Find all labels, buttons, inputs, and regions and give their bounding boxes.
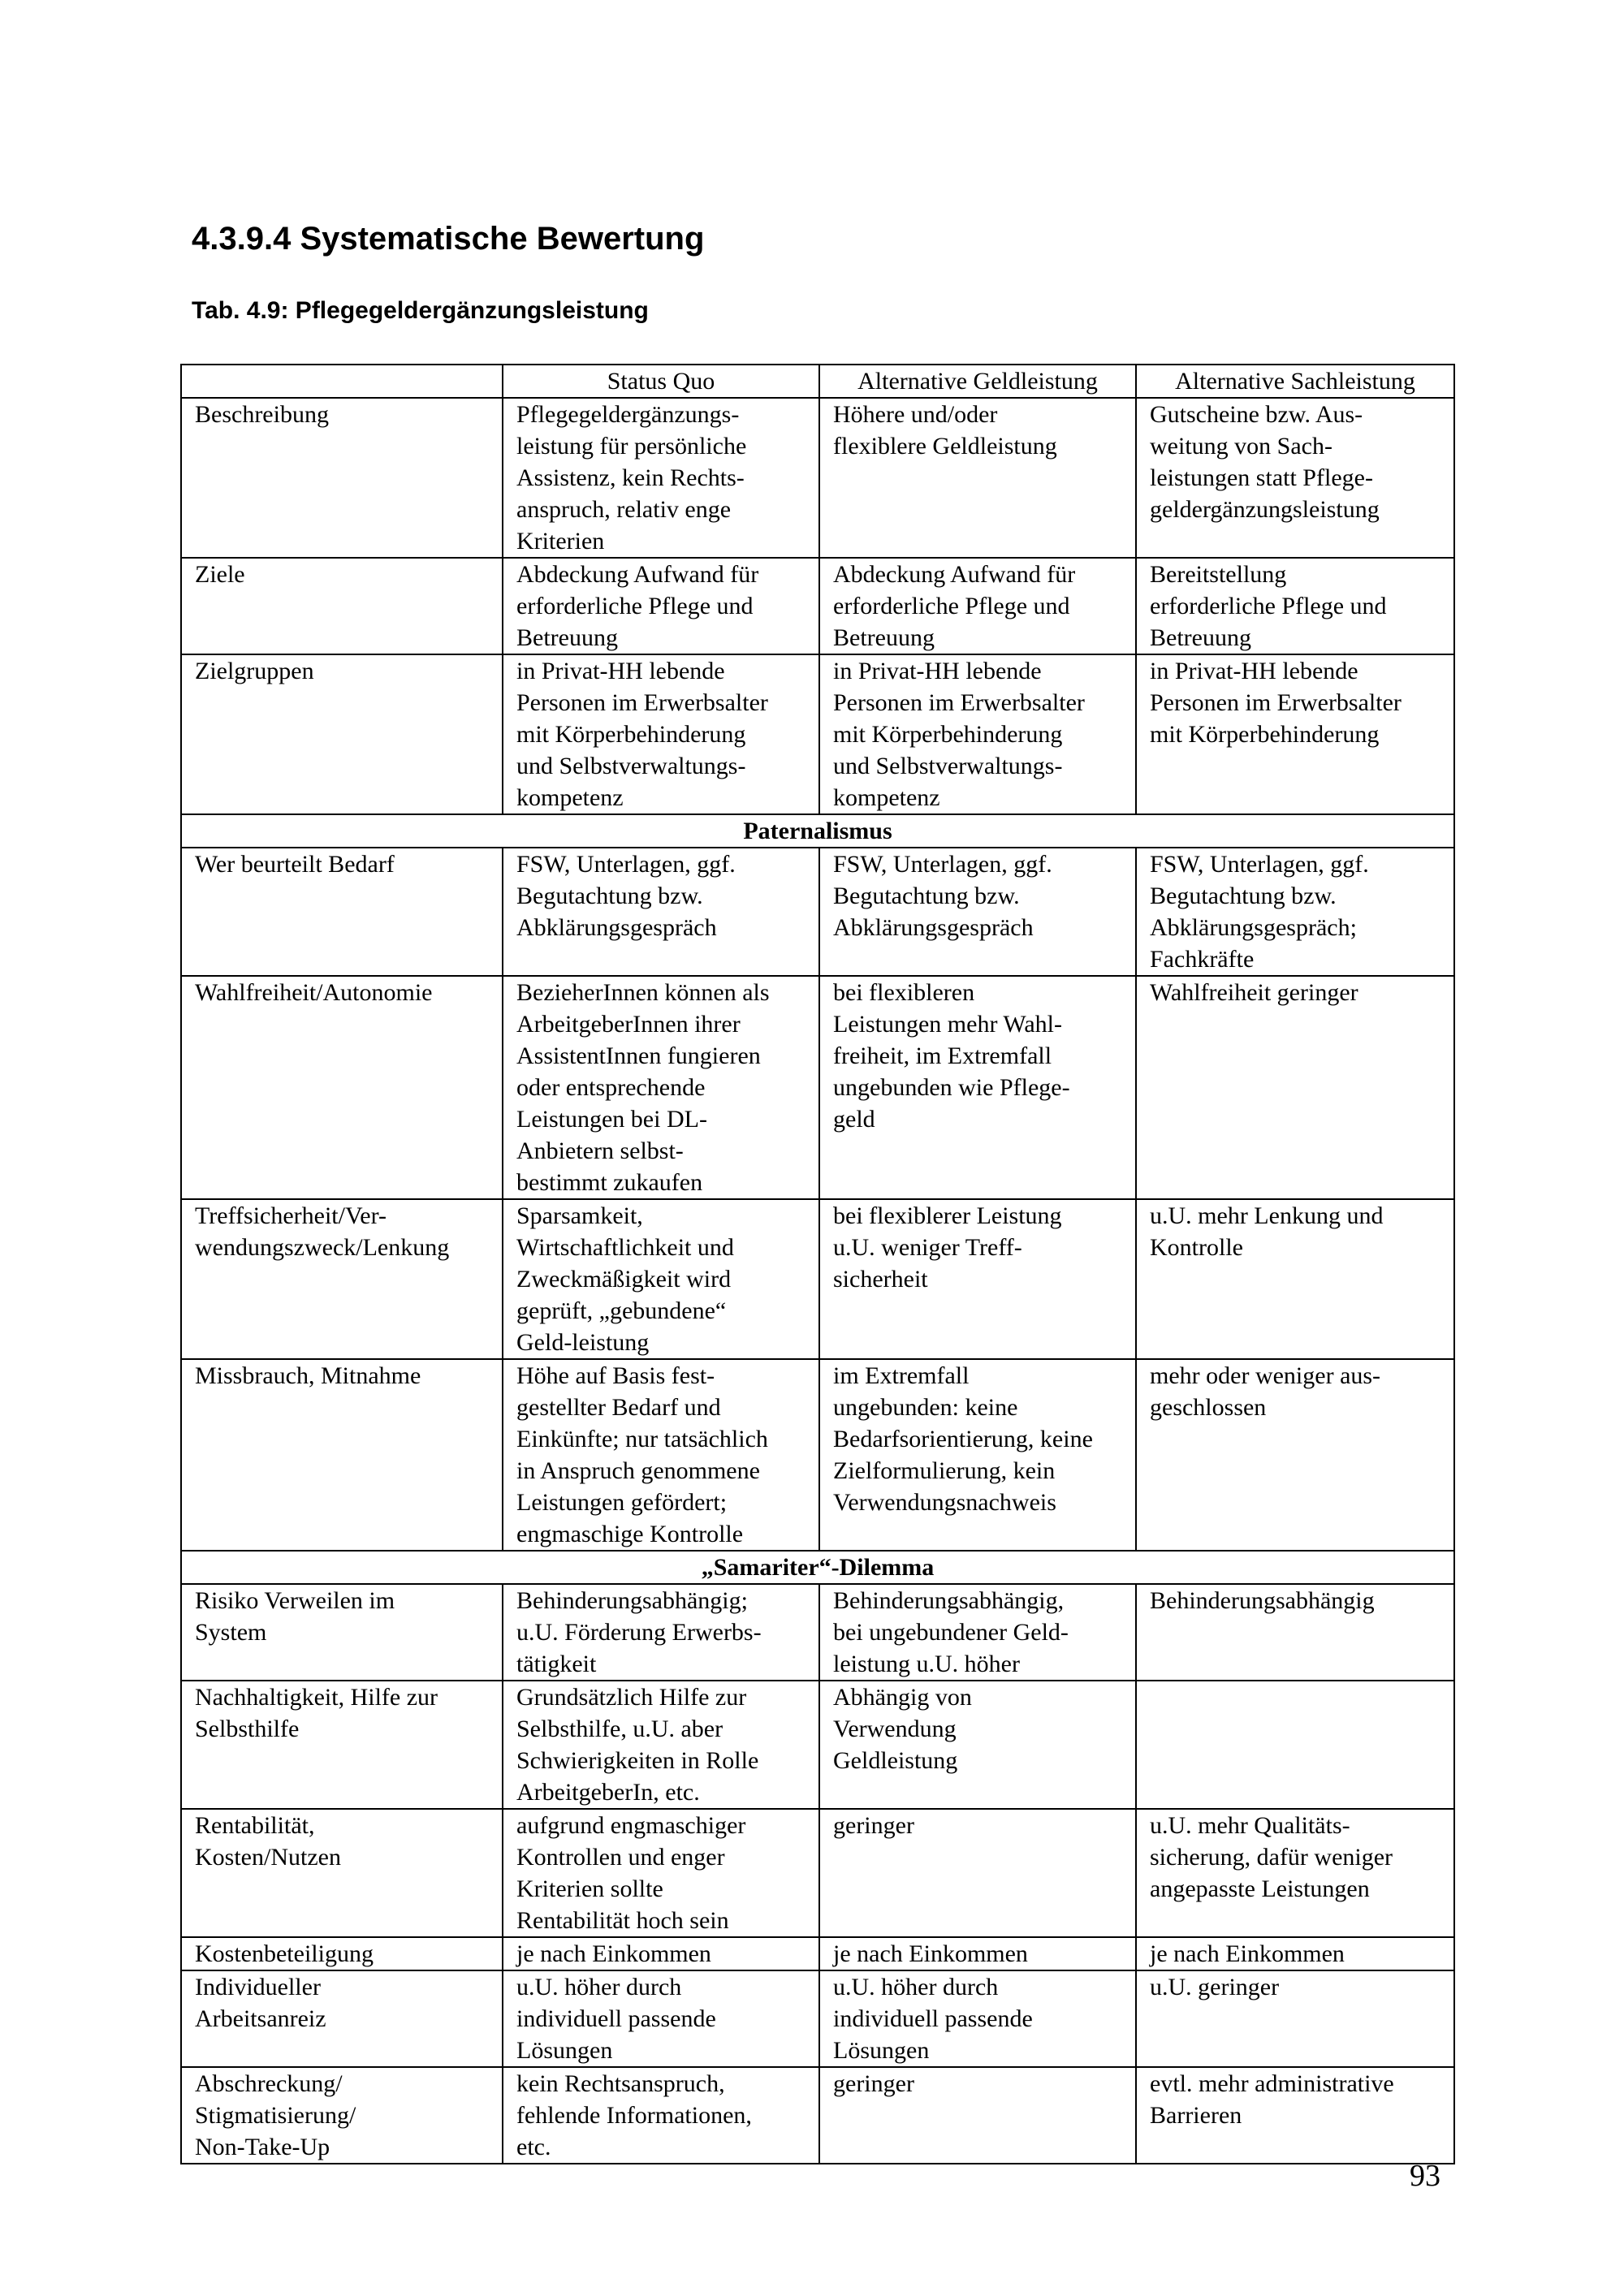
table-cell-alternative-sachleistung [1136, 1359, 1454, 1551]
cell-text-line: Abklärungsgespräch; [1150, 914, 1357, 941]
cell-text-line: Risiko Verweilen im [195, 1587, 395, 1614]
cell-text-line: Anbietern selbst- [516, 1137, 684, 1164]
table-cell-alternative-geldleistung [819, 1199, 1136, 1359]
table-cell-alternative-sachleistung [1136, 1809, 1454, 1937]
table-row [181, 1809, 1454, 1937]
cell-text-line: Betreuung [833, 624, 935, 651]
cell-text-line: AssistentInnen fungieren [516, 1042, 761, 1069]
cell-text-line: Kosten/Nutzen [195, 1844, 341, 1871]
table-row [181, 976, 1454, 1199]
table-cell-alternative-geldleistung [819, 1359, 1136, 1551]
table-cell-alternative-sachleistung [1136, 1199, 1454, 1359]
table-cell-status-quo [503, 654, 819, 814]
cell-text-line: Missbrauch, Mitnahme [195, 1362, 421, 1389]
cell-text-line: flexiblere Geldleistung [833, 433, 1057, 460]
table-row [181, 848, 1454, 976]
cell-text-line: Selbsthilfe [195, 1716, 300, 1742]
cell-text-line: bei ungebundener Geld- [833, 1619, 1069, 1646]
table-cell-criterion [181, 1199, 503, 1359]
cell-text-line: FSW, Unterlagen, ggf. [833, 851, 1052, 878]
table-cell-alternative-sachleistung [1136, 848, 1454, 976]
cell-text-line: Abdeckung Aufwand für [516, 561, 759, 588]
cell-text-line: Höhere und/oder [833, 401, 998, 428]
cell-text-line: Arbeitsanreiz [195, 2005, 326, 2032]
cell-text-line: u.U. mehr Qualitäts- [1150, 1812, 1350, 1839]
cell-text-line: System [195, 1619, 267, 1646]
table-cell-status-quo [503, 558, 819, 654]
cell-text-line: Kriterien sollte [516, 1875, 663, 1902]
cell-text-line: in Privat-HH lebende [516, 658, 725, 684]
cell-text-line: Begutachtung bzw. [833, 883, 1020, 909]
cell-text-line: Behinderungsabhängig [1150, 1587, 1375, 1614]
table-cell-criterion [181, 976, 503, 1199]
table-cell-criterion [181, 398, 503, 558]
table-cell-status-quo [503, 1199, 819, 1359]
table-cell-criterion [181, 654, 503, 814]
cell-text-line: Stigmatisierung/ [195, 2102, 356, 2129]
page-number: 93 [1410, 2159, 1440, 2193]
cell-text-line: fehlende Informationen, [516, 2102, 752, 2129]
table-cell-alternative-sachleistung [1136, 1681, 1454, 1809]
cell-text-line: Lösungen [833, 2037, 930, 2064]
cell-text-line: leistung für persönliche [516, 433, 747, 460]
table-row [181, 2067, 1454, 2164]
cell-text-line: Zweckmäßigkeit wird [516, 1266, 732, 1293]
table-cell-criterion [181, 1937, 503, 1970]
cell-text-line: Verwendungsnachweis [833, 1489, 1056, 1516]
cell-text-line: in Anspruch genommene [516, 1457, 760, 1484]
table-cell-alternative-geldleistung [819, 1970, 1136, 2067]
table-cell-criterion [181, 558, 503, 654]
cell-text-line: sicherung, dafür weniger [1150, 1844, 1393, 1871]
cell-text-line: und Selbstverwaltungs- [833, 753, 1063, 779]
cell-text-line: geprüft, „gebundene“ [516, 1297, 727, 1324]
cell-text-line: Leistungen gefördert; [516, 1489, 728, 1516]
cell-text-line: Abklärungsgespräch [516, 914, 717, 941]
table-cell-alternative-geldleistung [819, 2067, 1136, 2164]
cell-text-line: Rentabilität hoch sein [516, 1907, 729, 1934]
table-cell-criterion [181, 1681, 503, 1809]
cell-text-line: weitung von Sach- [1150, 433, 1332, 460]
cell-text-line: u.U. mehr Lenkung und [1150, 1202, 1384, 1229]
cell-text-line: Wahlfreiheit geringer [1150, 979, 1358, 1006]
table-cell-alternative-sachleistung [1136, 1970, 1454, 2067]
cell-text-line: Barrieren [1150, 2102, 1242, 2129]
cell-text-line: erforderliche Pflege und [833, 593, 1070, 619]
cell-text-line: FSW, Unterlagen, ggf. [516, 851, 736, 878]
cell-text-line: geringer [833, 2070, 914, 2097]
table-row [181, 1584, 1454, 1681]
cell-text-line: angepasste Leistungen [1150, 1875, 1370, 1902]
cell-text-line: bestimmt zukaufen [516, 1169, 703, 1196]
cell-text-line: Geld-leistung [516, 1329, 650, 1356]
cell-text-line: BezieherInnen können als [516, 979, 770, 1006]
cell-text-line: Pflegegeldergänzungs- [516, 401, 740, 428]
cell-text-line: u.U. Förderung Erwerbs- [516, 1619, 762, 1646]
cell-text-line: evtl. mehr administrative [1150, 2070, 1394, 2097]
table-cell-alternative-sachleistung [1136, 654, 1454, 814]
cell-text-line: im Extremfall [833, 1362, 970, 1389]
table-cell-status-quo [503, 1937, 819, 1970]
cell-text-line: ArbeitgeberIn, etc. [516, 1779, 700, 1806]
cell-text-line: ungebunden: keine [833, 1394, 1018, 1421]
table-cell-criterion [181, 1970, 503, 2067]
cell-text-line: Rentabilität, [195, 1812, 315, 1839]
cell-text-line: Zielformulierung, kein [833, 1457, 1056, 1484]
table-row [181, 558, 1454, 654]
cell-text-line: erforderliche Pflege und [516, 593, 754, 619]
table-cell-criterion [181, 1584, 503, 1681]
cell-text-line: Leistungen bei DL- [516, 1106, 707, 1133]
cell-text-line: sicherheit [833, 1266, 928, 1293]
cell-text-line: mehr oder weniger aus- [1150, 1362, 1381, 1389]
cell-text-line: geringer [833, 1812, 914, 1839]
cell-text-line: Assistenz, kein Rechts- [516, 464, 745, 491]
cell-text-line: Betreuung [1150, 624, 1251, 651]
table-row [181, 1970, 1454, 2067]
cell-text-line: etc. [516, 2134, 551, 2160]
cell-text-line: Schwierigkeiten in Rolle [516, 1747, 759, 1774]
cell-text-line: Abschreckung/ [195, 2070, 343, 2097]
cell-text-line: individuell passende [833, 2005, 1033, 2032]
cell-text-line: Abhängig von [833, 1684, 972, 1711]
cell-text-line: geschlossen [1150, 1394, 1267, 1421]
table-cell-alternative-sachleistung [1136, 1937, 1454, 1970]
cell-text-line: Lösungen [516, 2037, 613, 2064]
table-row [181, 1937, 1454, 1970]
table-cell-criterion [181, 848, 503, 976]
table-cell-alternative-geldleistung [819, 1681, 1136, 1809]
table-cell-status-quo [503, 1681, 819, 1809]
cell-text-line: geldergänzungsleistung [1150, 496, 1380, 523]
cell-text-line: Bedarfsorientierung, keine [833, 1426, 1093, 1452]
cell-text-line: Nachhaltigkeit, Hilfe zur [195, 1684, 438, 1711]
cell-text-line: Kostenbeteiligung [195, 1940, 374, 1967]
cell-text-line: Wirtschaftlichkeit und [516, 1234, 734, 1261]
cell-text-line: ungebunden wie Pflege- [833, 1074, 1070, 1101]
cell-text-line: tätigkeit [516, 1651, 597, 1677]
cell-text-line: Wahlfreiheit/Autonomie [195, 979, 433, 1006]
evaluation-table [180, 364, 1455, 2164]
cell-text-line: in Privat-HH lebende [833, 658, 1042, 684]
cell-text-line: geld [833, 1106, 875, 1133]
table-cell-alternative-geldleistung [819, 1937, 1136, 1970]
table-row [181, 654, 1454, 814]
table-cell-status-quo [503, 1359, 819, 1551]
cell-text-line: Bereitstellung [1150, 561, 1287, 588]
cell-text-line: freiheit, im Extremfall [833, 1042, 1052, 1069]
table-cell-alternative-geldleistung [819, 398, 1136, 558]
cell-text-line: wendungszweck/Lenkung [195, 1234, 450, 1261]
cell-text-line: individuell passende [516, 2005, 716, 2032]
table-cell-status-quo [503, 848, 819, 976]
table-cell-alternative-sachleistung [1136, 1584, 1454, 1681]
cell-text-line: kompetenz [833, 784, 940, 811]
table-cell-status-quo [503, 2067, 819, 2164]
cell-text-line: oder entsprechende [516, 1074, 706, 1101]
cell-text-line: FSW, Unterlagen, ggf. [1150, 851, 1369, 878]
cell-text-line: mit Körperbehinderung [1150, 721, 1380, 748]
section-label: Paternalismus [181, 814, 1454, 848]
cell-text-line: Selbsthilfe, u.U. aber [516, 1716, 723, 1742]
cell-text-line: Fachkräfte [1150, 946, 1255, 973]
cell-text-line: Höhe auf Basis fest- [516, 1362, 715, 1389]
cell-text-line: Abklärungsgespräch [833, 914, 1034, 941]
table-row [181, 1681, 1454, 1809]
table-cell-alternative-sachleistung [1136, 398, 1454, 558]
cell-text-line: bei flexibleren [833, 979, 975, 1006]
cell-text-line: Sparsamkeit, [516, 1202, 643, 1229]
cell-text-line: Ziele [195, 561, 245, 588]
table-cell-alternative-geldleistung [819, 976, 1136, 1199]
cell-text-line: je nach Einkommen [1150, 1940, 1345, 1967]
cell-text-line: u.U. höher durch [516, 1974, 682, 2000]
cell-text-line: Verwendung [833, 1716, 957, 1742]
cell-text-line: u.U. geringer [1150, 1974, 1280, 2000]
cell-text-line: ArbeitgeberInnen ihrer [516, 1011, 741, 1038]
table-cell-criterion [181, 1809, 503, 1937]
table-cell-criterion [181, 1359, 503, 1551]
cell-text-line: erforderliche Pflege und [1150, 593, 1387, 619]
cell-text-line: Gutscheine bzw. Aus- [1150, 401, 1363, 428]
cell-text-line: gestellter Bedarf und [516, 1394, 721, 1421]
table-row [181, 1199, 1454, 1359]
section-heading: 4.3.9.4 Systematische Bewertung [192, 221, 705, 257]
cell-text-line: und Selbstverwaltungs- [516, 753, 746, 779]
cell-text-line: Einkünfte; nur tatsächlich [516, 1426, 768, 1452]
cell-text-line: Behinderungsabhängig, [833, 1587, 1065, 1614]
table-cell-status-quo [503, 1970, 819, 2067]
cell-text-line: Leistungen mehr Wahl- [833, 1011, 1062, 1038]
cell-text-line: Personen im Erwerbsalter [1150, 689, 1402, 716]
cell-text-line: Kontrollen und enger [516, 1844, 725, 1871]
header-cell-alternative-sachleistung: Alternative Sachleistung [1136, 365, 1454, 398]
header-cell-criterion [181, 365, 503, 398]
cell-text-line: Begutachtung bzw. [1150, 883, 1337, 909]
table-section-row [181, 1551, 1454, 1584]
cell-text-line: Individueller [195, 1974, 321, 2000]
table-cell-alternative-sachleistung [1136, 976, 1454, 1199]
table-row [181, 398, 1454, 558]
cell-text-line: Kontrolle [1150, 1234, 1243, 1261]
table-cell-alternative-geldleistung [819, 1809, 1136, 1937]
cell-text-line: kompetenz [516, 784, 624, 811]
table-cell-alternative-geldleistung [819, 558, 1136, 654]
cell-text-line: leistungen statt Pflege- [1150, 464, 1373, 491]
table-cell-alternative-sachleistung [1136, 558, 1454, 654]
cell-text-line: Grundsätzlich Hilfe zur [516, 1684, 747, 1711]
cell-text-line: aufgrund engmaschiger [516, 1812, 746, 1839]
cell-text-line: Geldleistung [833, 1747, 958, 1774]
table-header-row [181, 365, 1454, 398]
cell-text-line: Kriterien [516, 528, 605, 555]
table-caption: Tab. 4.9: Pflegegeldergänzungsleistung [192, 297, 649, 324]
section-label: „Samariter“-Dilemma [181, 1551, 1454, 1584]
cell-text-line: Beschreibung [195, 401, 329, 428]
table-section-row [181, 814, 1454, 848]
cell-text-line: je nach Einkommen [833, 1940, 1028, 1967]
table-cell-status-quo [503, 1809, 819, 1937]
cell-text-line: u.U. weniger Treff- [833, 1234, 1022, 1261]
cell-text-line: engmaschige Kontrolle [516, 1521, 744, 1547]
cell-text-line: leistung u.U. höher [833, 1651, 1020, 1677]
cell-text-line: kein Rechtsanspruch, [516, 2070, 725, 2097]
cell-text-line: Betreuung [516, 624, 618, 651]
table-cell-status-quo [503, 398, 819, 558]
cell-text-line: Wer beurteilt Bedarf [195, 851, 395, 878]
table-cell-alternative-geldleistung [819, 654, 1136, 814]
table-row [181, 1359, 1454, 1551]
cell-text-line: in Privat-HH lebende [1150, 658, 1358, 684]
cell-text-line: Begutachtung bzw. [516, 883, 703, 909]
cell-text-line: mit Körperbehinderung [833, 721, 1063, 748]
cell-text-line: bei flexiblerer Leistung [833, 1202, 1062, 1229]
cell-text-line: je nach Einkommen [516, 1940, 711, 1967]
header-cell-alternative-geldleistung: Alternative Geldleistung [819, 365, 1136, 398]
cell-text-line: anspruch, relativ enge [516, 496, 732, 523]
cell-text-line: Abdeckung Aufwand für [833, 561, 1076, 588]
cell-text-line: Personen im Erwerbsalter [516, 689, 768, 716]
cell-text-line: Treffsicherheit/Ver- [195, 1202, 387, 1229]
table-cell-status-quo [503, 1584, 819, 1681]
header-cell-status-quo: Status Quo [503, 365, 819, 398]
table-cell-alternative-sachleistung [1136, 2067, 1454, 2164]
table-cell-criterion [181, 2067, 503, 2164]
cell-text-line: Behinderungsabhängig; [516, 1587, 748, 1614]
cell-text-line: Non-Take-Up [195, 2134, 330, 2160]
cell-text-line: Personen im Erwerbsalter [833, 689, 1085, 716]
cell-text-line: mit Körperbehinderung [516, 721, 746, 748]
cell-text-line: Zielgruppen [195, 658, 314, 684]
table-cell-status-quo [503, 976, 819, 1199]
cell-text-line: u.U. höher durch [833, 1974, 999, 2000]
table-cell-alternative-geldleistung [819, 848, 1136, 976]
table-cell-alternative-geldleistung [819, 1584, 1136, 1681]
